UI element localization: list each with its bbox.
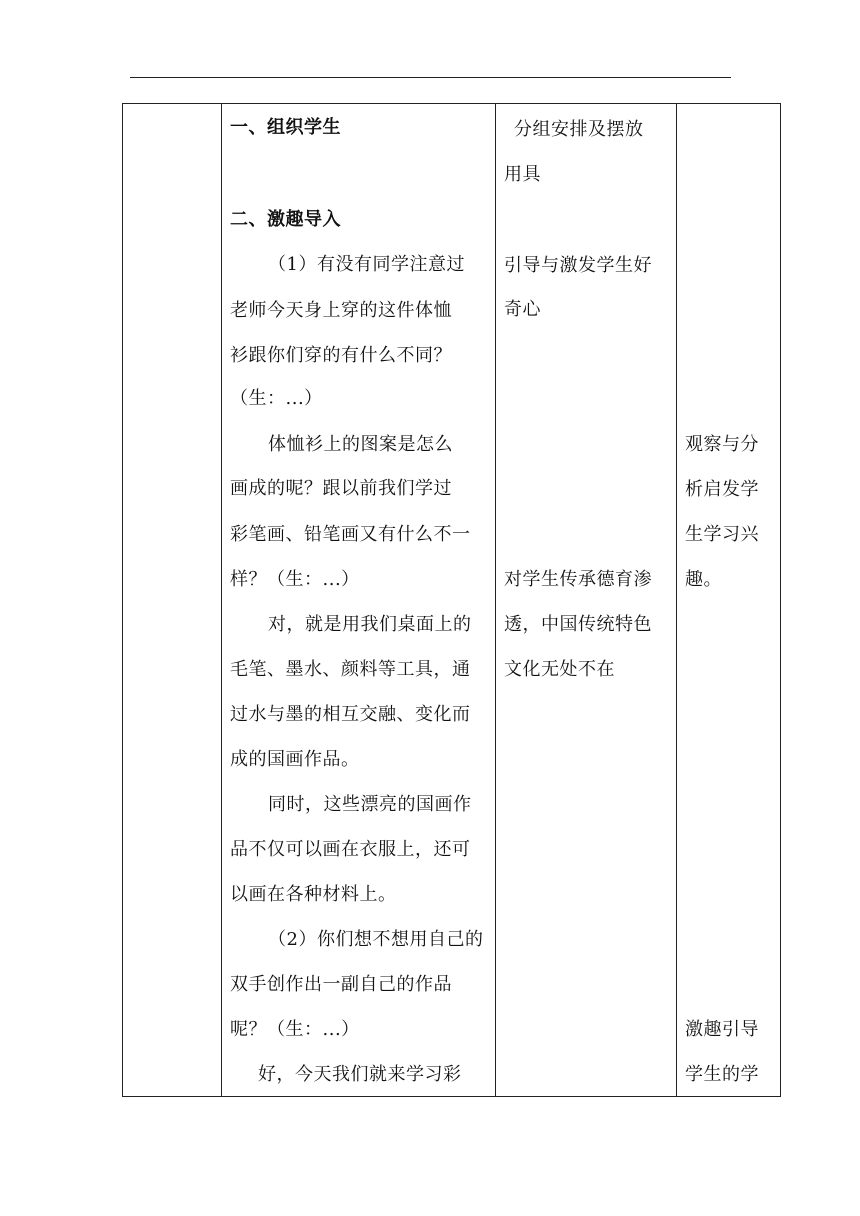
content-line: 双手创作出一副自己的作品	[230, 974, 452, 995]
notes-line: 学生的学	[685, 1064, 759, 1085]
intent-line: 引导与激发学生好	[504, 255, 652, 276]
notes-line: 析启发学	[685, 479, 759, 500]
notes-cell	[677, 104, 781, 1097]
content-line: （1）有没有同学注意过	[268, 254, 465, 275]
content-line: 毛笔、墨水、颜料等工具，通	[230, 659, 471, 680]
content-line: 体恤衫上的图案是怎么	[268, 434, 453, 455]
content-line: 对，就是用我们桌面上的	[268, 614, 472, 635]
notes-line: 观察与分	[685, 434, 759, 455]
lesson-plan-table	[122, 103, 781, 1097]
notes-line: 生学习兴	[685, 524, 759, 545]
table-row	[123, 104, 781, 1097]
notes-line: 激趣引导	[685, 1019, 759, 1040]
content-cell	[222, 104, 496, 1097]
notes-line: 趣。	[685, 569, 722, 590]
section-heading-organize: 一、组织学生	[230, 117, 341, 138]
content-line: 以画在各种材料上。	[230, 884, 397, 905]
section-heading-intro: 二、激趣导入	[230, 209, 341, 230]
intent-cell	[496, 104, 677, 1097]
content-line: 品不仅可以画在衣服上，还可	[230, 839, 471, 860]
intent-line: 文化无处不在	[504, 659, 615, 680]
content-line: （2）你们想不想用自己的	[268, 929, 484, 950]
content-line: 样？（生：...）	[230, 569, 360, 590]
header-rule	[130, 77, 731, 78]
content-line: 同时，这些漂亮的国画作	[268, 794, 472, 815]
label-cell	[123, 104, 222, 1097]
content-line: 过水与墨的相互交融、变化而	[230, 704, 471, 725]
intent-line: 对学生传承德育渗	[504, 569, 652, 590]
intent-line: 用具	[504, 164, 541, 185]
content-line: 老师今天身上穿的这件体恤	[230, 300, 452, 321]
intent-line: 分组安排及摆放	[514, 119, 644, 140]
intent-line: 透，中国传统特色	[504, 614, 652, 635]
content-line: 呢？（生：...）	[230, 1019, 360, 1040]
content-line: 画成的呢？跟以前我们学过	[230, 478, 452, 499]
content-line: 彩笔画、铅笔画又有什么不一	[230, 524, 471, 545]
intent-line: 奇心	[504, 299, 541, 320]
content-line: 好，今天我们就来学习彩	[258, 1064, 462, 1085]
content-line: 衫跟你们穿的有什么不同？	[230, 345, 452, 366]
content-line: （生：...）	[230, 388, 323, 409]
content-line: 成的国画作品。	[230, 749, 360, 770]
